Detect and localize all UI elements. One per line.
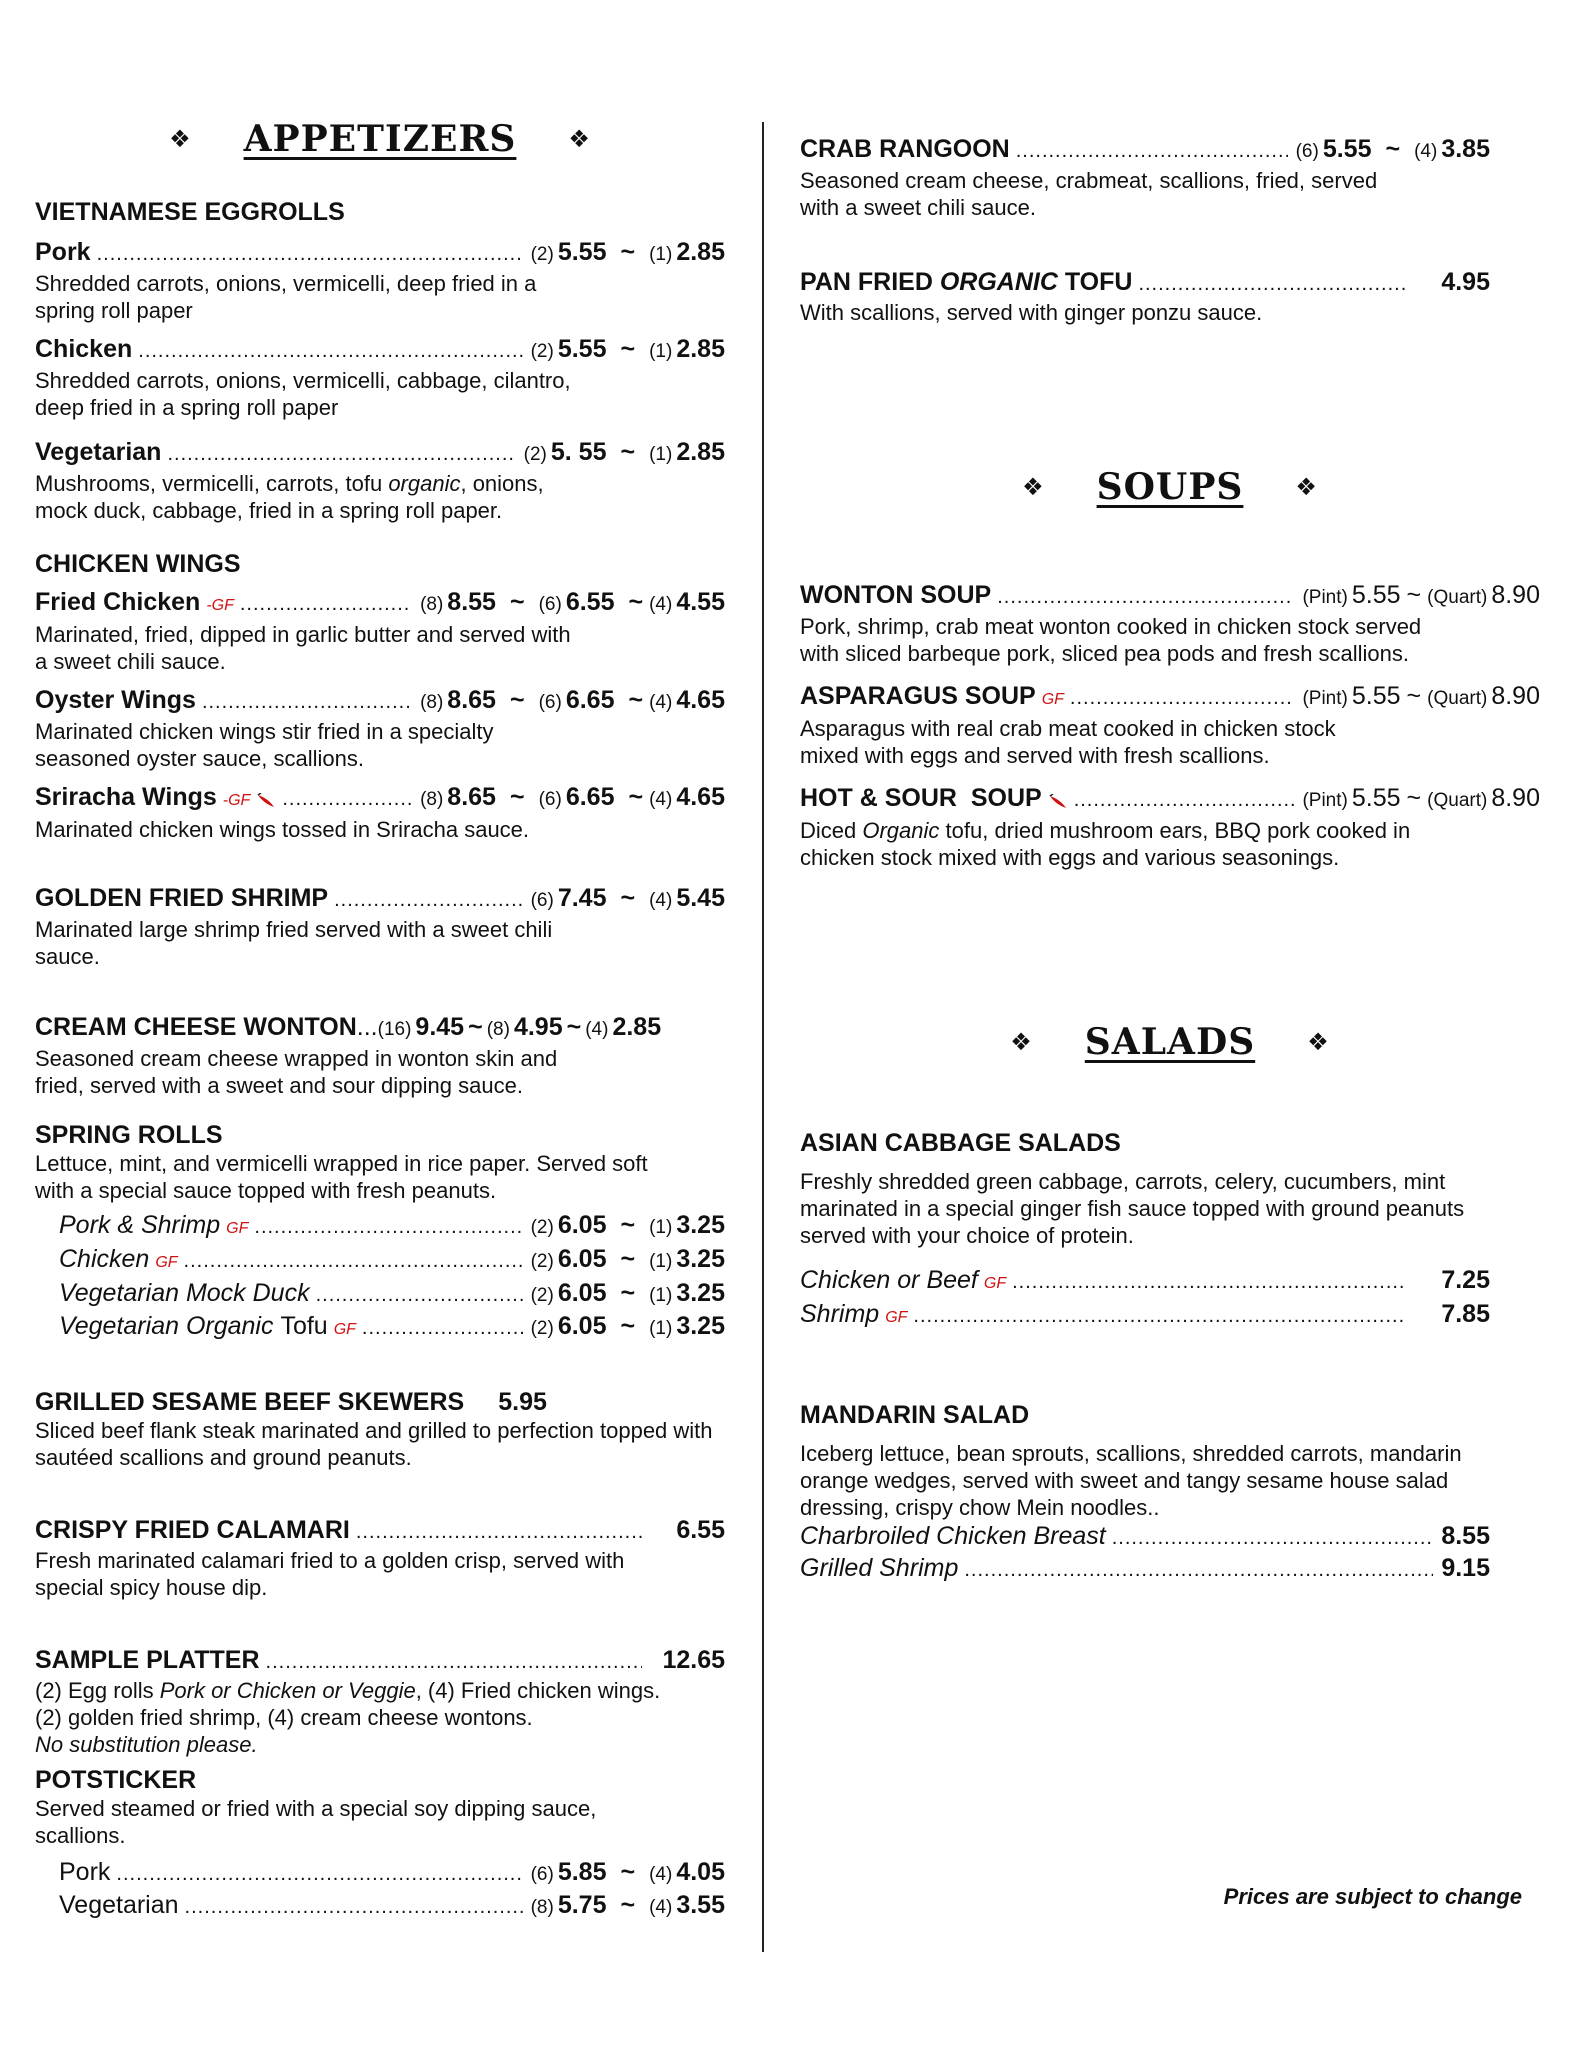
appetizers-heading: APPETIZERS (243, 118, 517, 160)
item-row: Sriracha Wings -GF ..... (8) 8.65 ~ (6) 6.65 ~ (4) 4.65 (35, 782, 725, 816)
menu-item-beef-skewers (35, 1387, 725, 1471)
item-row: HOT & SOUR SOUP ..... (Pint) 5.55 ~ (Quart) 8.90 (800, 783, 1540, 817)
item-description: Freshly shredded green cabbage, carrots, celery, cucumbers, mint marinated in a special ginger fish sauce topped with ground peanuts served with your choice of protein. (800, 1169, 1465, 1248)
item-note: No substitution please. (35, 1732, 258, 1757)
gluten-free-tag: -GF (222, 792, 251, 809)
gluten-free-tag: GF (226, 1220, 249, 1237)
item-description: Seasoned cream cheese wrapped in wonton skin and fried, served with a sweet and sour dipping sauce. (35, 1046, 558, 1098)
item-description: Served steamed or fried with a special soy dipping sauce, scallions. (35, 1796, 597, 1848)
item-description: Shredded carrots, onions, vermicelli, deep fried in a spring roll paper (35, 271, 537, 323)
right-column (800, 134, 1540, 1585)
item-description: Marinated chicken wings tossed in Sriracha sauce. (35, 817, 530, 842)
dot-leader (913, 1301, 1405, 1331)
dot-leader (356, 1517, 642, 1547)
column-divider (762, 122, 764, 1952)
menu-item-pan-fried-tofu (800, 267, 1490, 326)
item-description: Marinated, fried, dipped in garlic butter and served with a sweet chili sauce. (35, 622, 571, 674)
dot-leader (202, 687, 412, 717)
menu-item-sriracha-wings (35, 782, 725, 843)
item-row: SAMPLE PLATTER ..... 12.65 (35, 1645, 725, 1677)
sub-item-row: Vegetarian Organic Tofu GF ..... (2) 6.05 ~ (1) 3.25 (35, 1311, 725, 1345)
item-description: With scallions, served with ginger ponzu sauce. (800, 300, 1263, 325)
menu-item-potsticker (35, 1766, 725, 1923)
item-description: Marinated large shrimp fried served with a sweet chili sauce. (35, 917, 553, 969)
menu-item-vegetarian-eggroll (35, 437, 725, 524)
item-row: CRAB RANGOON ..... (6) 5.55 ~ (4) 3.85 (800, 134, 1490, 167)
salads-title (800, 1021, 1540, 1063)
ornament-icon: ❖ (1010, 1028, 1033, 1056)
sub-item-row: Charbroiled Chicken Breast ..... 8.55 (800, 1521, 1490, 1553)
item-row: PAN FRIED ORGANIC TOFU ..... 4.95 (800, 267, 1490, 299)
dot-leader (167, 439, 515, 469)
menu-item-spring-rolls (35, 1121, 725, 1345)
item-row: Chicken ..... (2) 5.55 ~ (1) 2.85 (35, 334, 725, 367)
cabbage-salads-heading: ASIAN CABBAGE SALADS (800, 1129, 1121, 1157)
prices-disclaimer: Prices are subject to change (1223, 1884, 1522, 1909)
menu-item-mandarin-salad (800, 1401, 1490, 1585)
gluten-free-tag: GF (885, 1309, 908, 1326)
menu-item-pork-eggroll (35, 237, 725, 324)
soups-heading: SOUPS (1096, 466, 1244, 508)
menu-item-fried-chicken-wings (35, 587, 725, 675)
dot-leader (97, 239, 523, 269)
left-column (35, 118, 725, 1923)
item-description: Mushrooms, vermicelli, carrots, tofu organic, onions, mock duck, cabbage, fried in a spring roll paper. (35, 471, 544, 523)
item-description: Iceberg lettuce, bean sprouts, scallions, shredded carrots, mandarin orange wedges, served with sweet and tangy sesame house salad dressing, crispy chow Mein noodles.. (800, 1441, 1462, 1520)
dot-leader (997, 582, 1294, 612)
sub-item-row: Grilled Shrimp ..... 9.15 (800, 1553, 1490, 1585)
item-row: Pork ..... (2) 5.55 ~ (1) 2.85 (35, 237, 725, 270)
sub-item-row: Chicken or Beef GF ..... 7.25 (800, 1265, 1490, 1299)
menu-item-asian-cabbage-salads (800, 1129, 1490, 1333)
chili-pepper-icon (256, 786, 276, 816)
chili-pepper-icon (1048, 787, 1068, 817)
dot-leader (1138, 269, 1405, 299)
item-description: (2) golden fried shrimp, (4) cream cheese wontons. (35, 1705, 533, 1730)
dot-leader (1012, 1267, 1405, 1297)
dot-leader (362, 1313, 523, 1343)
menu-item-oyster-wings (35, 685, 725, 772)
item-description: Seasoned cream cheese, crabmeat, scallions, fried, served with a sweet chili sauce. (800, 168, 1378, 220)
gluten-free-tag: GF (333, 1321, 356, 1338)
item-description: Shredded carrots, onions, vermicelli, cabbage, cilantro, deep fried in a spring roll paper (35, 368, 571, 420)
dot-leader (185, 1892, 523, 1922)
dot-leader (254, 1212, 522, 1242)
item-description: Asparagus with real crab meat cooked in chicken stock mixed with eggs and served with fresh scallions. (800, 716, 1336, 768)
sub-item-row: Pork ..... (6) 5.85 ~ (4) 4.05 (35, 1857, 725, 1890)
salads-heading: SALADS (1084, 1021, 1256, 1063)
mandarin-salad-heading: MANDARIN SALAD (800, 1401, 1030, 1429)
menu-item-sample-platter (35, 1645, 725, 1758)
ornament-icon: ❖ (568, 125, 591, 153)
dot-leader (266, 1647, 643, 1677)
menu-item-wonton-soup (800, 580, 1540, 667)
dot-leader (138, 336, 522, 366)
item-row: WONTON SOUP ..... (Pint) 5.55 ~ (Quart) 8.90 (800, 580, 1540, 613)
item-row: GRILLED SESAME BEEF SKEWERS 5.95 (35, 1388, 547, 1416)
sub-item-row: Chicken GF ..... (2) 6.05 ~ (1) 3.25 (35, 1244, 725, 1278)
item-row: CRISPY FRIED CALAMARI ..... 6.55 (35, 1515, 725, 1547)
item-description: Pork, shrimp, crab meat wonton cooked in chicken stock served with sliced barbeque pork, sliced pea pods and fresh scallions. (800, 614, 1422, 666)
gluten-free-tag: GF (983, 1275, 1007, 1292)
potsticker-heading: POTSTICKER (35, 1766, 197, 1794)
dot-leader (1070, 683, 1295, 713)
dot-leader (184, 1246, 523, 1276)
gluten-free-tag: -GF (206, 597, 234, 614)
ornament-icon: ❖ (1307, 1028, 1330, 1056)
item-row: GOLDEN FRIED SHRIMP ..... (6) 7.45 ~ (4) 5.45 (35, 883, 725, 916)
eggrolls-heading: VIETNAMESE EGGROLLS (35, 198, 345, 226)
sub-item-row: Vegetarian ..... (8) 5.75 ~ (4) 3.55 (35, 1890, 725, 1923)
gluten-free-tag: GF (1041, 691, 1064, 708)
sub-item-row: Pork & Shrimp GF ..... (2) 6.05 ~ (1) 3.25 (35, 1210, 725, 1244)
item-row: CREAM CHEESE WONTON ... (16) 9.45 ~ (8) 4.95 ~ (4) 2.85 (35, 1013, 662, 1041)
ornament-icon: ❖ (1022, 473, 1045, 501)
dot-leader (282, 784, 412, 814)
item-description: Sliced beef flank steak marinated and grilled to perfection topped with sautéed scallions and ground peanuts. (35, 1418, 713, 1470)
item-description: Lettuce, mint, and vermicelli wrapped in rice paper. Served soft with a special sauce topped with fresh peanuts. (35, 1151, 648, 1203)
menu-item-crab-rangoon (800, 134, 1490, 221)
sub-item-row: Vegetarian Mock Duck ..... (2) 6.05 ~ (1) 3.25 (35, 1278, 725, 1311)
menu-item-hot-sour-soup (800, 783, 1540, 871)
sub-item-row: Shrimp GF ..... 7.85 (800, 1299, 1490, 1333)
item-row: Vegetarian ..... (2) 5. 55 ~ (1) 2.85 (35, 437, 725, 470)
dot-leader (1112, 1523, 1434, 1553)
ornament-icon: ❖ (1295, 473, 1318, 501)
dot-leader (1016, 136, 1288, 166)
item-description: Diced Organic tofu, dried mushroom ears, BBQ pork cooked in chicken stock mixed with eggs and various seasonings. (800, 818, 1411, 870)
menu-item-asparagus-soup (800, 681, 1540, 769)
ornament-icon: ❖ (169, 125, 192, 153)
item-description: Fresh marinated calamari fried to a golden crisp, served with special spicy house dip. (35, 1548, 625, 1600)
menu-item-golden-fried-shrimp (35, 883, 725, 970)
dot-leader (316, 1280, 523, 1310)
soups-title (800, 466, 1540, 508)
dot-leader (334, 885, 523, 915)
item-description: Marinated chicken wings stir fried in a specialty seasoned oyster sauce, scallions. (35, 719, 494, 771)
gluten-free-tag: GF (155, 1254, 178, 1271)
item-row: ASPARAGUS SOUP GF ..... (Pint) 5.55 ~ (Quart) 8.90 (800, 681, 1540, 715)
menu-item-crispy-calamari (35, 1515, 725, 1601)
menu-item-chicken-eggroll (35, 334, 725, 421)
appetizers-title (35, 118, 725, 160)
dot-leader (1074, 785, 1295, 815)
item-row: Oyster Wings ..... (8) 8.65 ~ (6) 6.65 ~ (4) 4.65 (35, 685, 725, 718)
wings-heading: CHICKEN WINGS (35, 550, 241, 578)
spring-rolls-heading: SPRING ROLLS (35, 1121, 223, 1149)
menu-item-cream-cheese-wonton (35, 1012, 725, 1099)
item-row: Fried Chicken -GF ..... (8) 8.55 ~ (6) 6.55 ~ (4) 4.55 (35, 587, 725, 621)
item-description: (2) Egg rolls Pork or Chicken or Veggie, (4) Fried chicken wings. (35, 1678, 661, 1703)
dot-leader (964, 1555, 1433, 1585)
dot-leader (116, 1859, 522, 1889)
dot-leader (240, 589, 412, 619)
